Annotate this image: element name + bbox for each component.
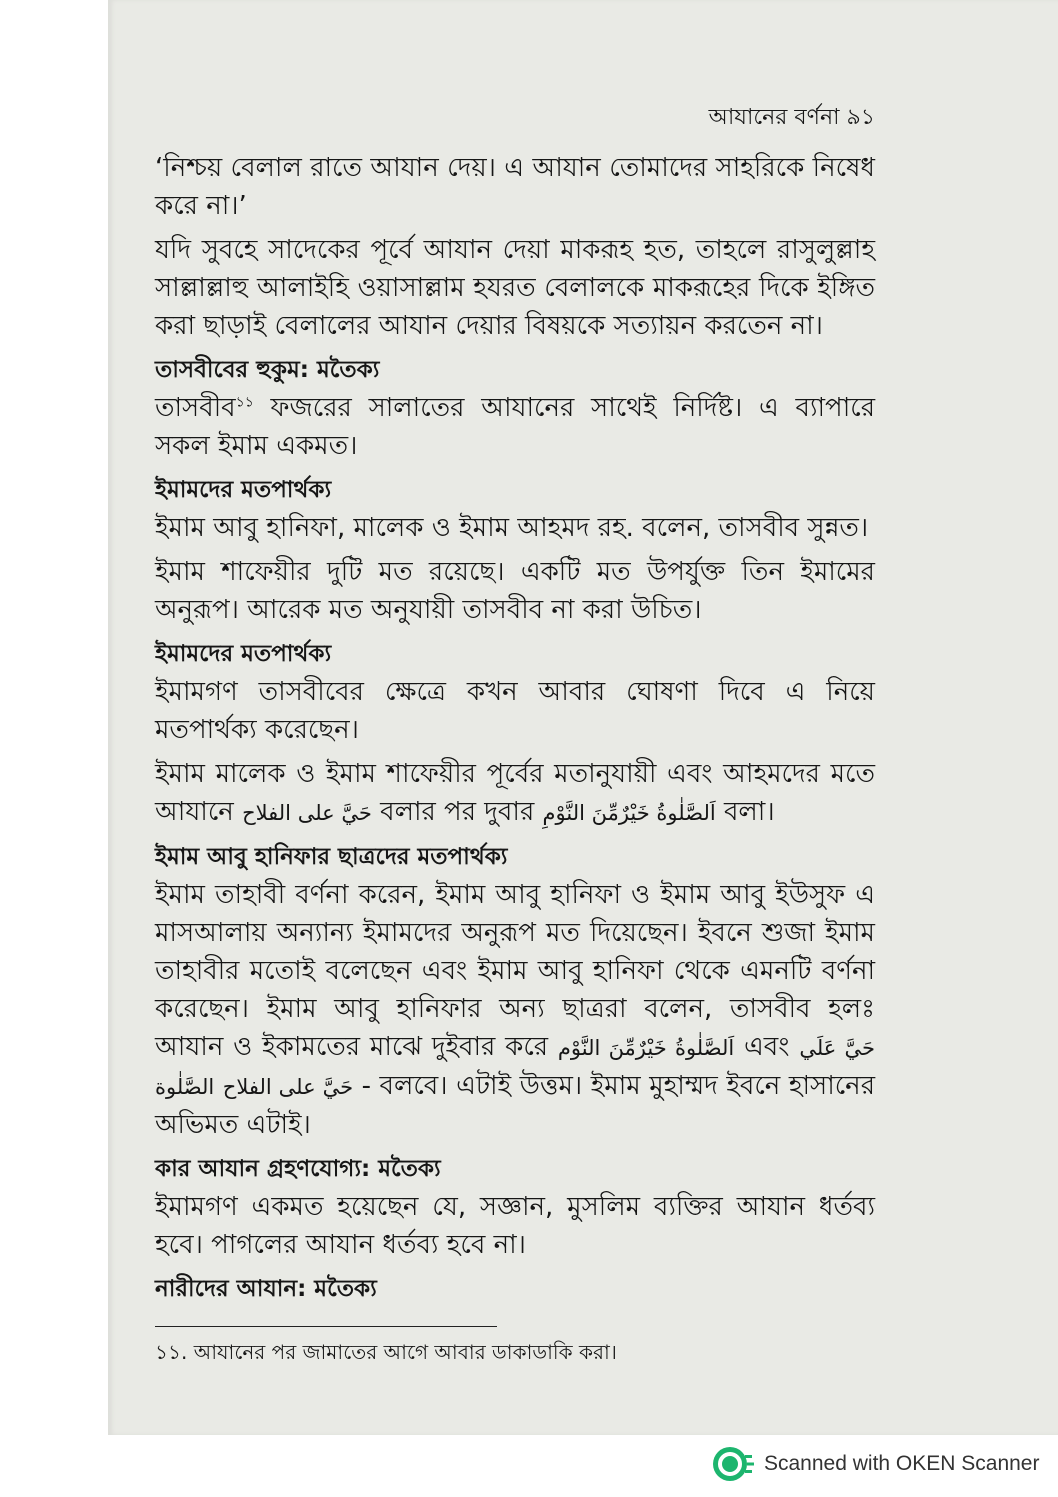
maliki-paragraph — [155, 755, 875, 832]
makruh-paragraph: যদি সুবহে সাদেকের পূর্বে আযান দেয়া মাকরূহ হত, তাহলে রাসুলুল্লাহ সাল্লাল্লাহু আলাইহি ওয়াসাল্লাম হযরত বেলালকে মাকরূহের দিকে ইঙ্গিত করা ছাড়াই বেলালের আযান দেয়ার বিষয়কে সত্যায়ন করতেন না। — [155, 235, 875, 341]
maliki-text-1: ইমাম মালেক ও ইমাম শাফেয়ীর পূর্বের মতানুযায়ী এবং আহমদের মতে আযানে — [155, 759, 875, 827]
arabic-phrase: حَيَّ عَلَي الصَّلٰوة — [155, 1036, 876, 1099]
heading-whose-azan: কার আযান গ্রহণযোগ্য: মতৈক্য — [155, 1156, 441, 1182]
shafei-paragraph: ইমাম শাফেয়ীর দুটি মত রয়েছে। একটি মত উপর্যুক্ত তিন ইমামের অনুরূপ। আরেক মত অনুযায়ী তাসবীব না করা উচিত। — [155, 557, 875, 625]
when-paragraph: ইমামগণ তাসবীবের ক্ষেত্রে কখন আবার ঘোষণা দিবে এ নিয়ে মতপার্থক্য করেছেন। — [155, 677, 875, 745]
footnote-divider — [155, 1326, 497, 1327]
tasbib-text-start: তাসবীব — [155, 393, 236, 423]
heading-students-differences: ইমাম আবু হানিফার ছাত্রদের মতপার্থক্য — [155, 844, 508, 870]
scanner-watermark-text: Scanned with OKEN Scanner — [764, 1452, 1040, 1475]
running-header: আযানের বর্ণনা ৯১ — [708, 105, 875, 130]
arabic-phrase: اَلصَّلٰوةُ خَيْرٌمِّنَ النَّوْمِ — [542, 801, 716, 825]
whose-azan-paragraph: ইমামগণ একমত হয়েছেন যে, সজ্ঞান, মুসলিম ব্যক্তির আযান ধর্তব্য হবে। পাগলের আযান ধর্তব্য হবে না। — [155, 1192, 875, 1260]
footnote-text: আযানের পর জামাতের আগে আবার ডাকাডাকি করা। — [193, 1340, 617, 1364]
maliki-text-3: বলা। — [723, 797, 775, 827]
heading-women-azan: নারীদের আযান: মতৈক্য — [155, 1276, 377, 1302]
arabic-phrase: حَيَّ على الفلاح — [222, 1075, 354, 1099]
quote-paragraph: ‘নিশ্চয় বেলাল রাতে আযান দেয়। এ আযান তোমাদের সাহরিকে নিষেধ করে না।’ — [155, 153, 875, 221]
heading-imams-differences-2: ইমামদের মতপার্থক্য — [155, 641, 332, 667]
students-paragraph — [155, 876, 875, 1144]
heading-tasbib-ruling: তাসবীবের হুকুম: মতৈক্য — [155, 357, 380, 383]
students-text-2: এবং — [744, 1032, 790, 1062]
tasbib-paragraph — [155, 389, 875, 465]
page-body — [155, 149, 875, 1367]
arabic-phrase: اَلصَّلٰوةُ خَيْرٌمِّنَ النَّوْم — [557, 1036, 735, 1060]
students-text-1: ইমাম তাহাবী বর্ণনা করেন, ইমাম আবু হানিফা ও ইমাম আবু ইউসুফ এ মাসআলায় অন্যান্য ইমামদের অনুরূপ মত দিয়েছেন। ইবনে শুজা ইমাম তাহাবীর মতোই বলেছেন এবং ইমাম আবু হানিফা থেকে এমনটি বর্ণনা করেছেন। ইমাম আবু হানিফার অন্য ছাত্ররা বলেন, তাসবীব হলঃ আযান ও ইকামতের মাঝে দুইবার করে — [155, 880, 875, 1062]
footnote-reference: ১১ — [235, 394, 254, 411]
sunnat-paragraph: ইমাম আবু হানিফা, মালেক ও ইমাম আহমদ রহ. বলেন, তাসবীব সুন্নত। — [155, 513, 869, 543]
footnote — [155, 1337, 875, 1367]
heading-imams-differences-1: ইমামদের মতপার্থক্য — [155, 477, 332, 503]
tasbib-text-end: ফজরের সালাতের আযানের সাথেই নির্দিষ্ট। এ ব্যাপারে সকল ইমাম একমত। — [155, 393, 875, 461]
students-text-3: - বলবে। এটাই উত্তম। ইমাম মুহাম্মদ ইবনে হাসানের অভিমত এটাই। — [155, 1071, 876, 1140]
scanner-watermark — [712, 1444, 1039, 1484]
maliki-text-2: বলার পর দুবার — [380, 797, 535, 827]
oken-scanner-logo-icon — [712, 1444, 754, 1484]
arabic-phrase: حَيَّ على الفلاح — [242, 801, 372, 825]
footnote-marker: ১১. — [155, 1340, 188, 1364]
